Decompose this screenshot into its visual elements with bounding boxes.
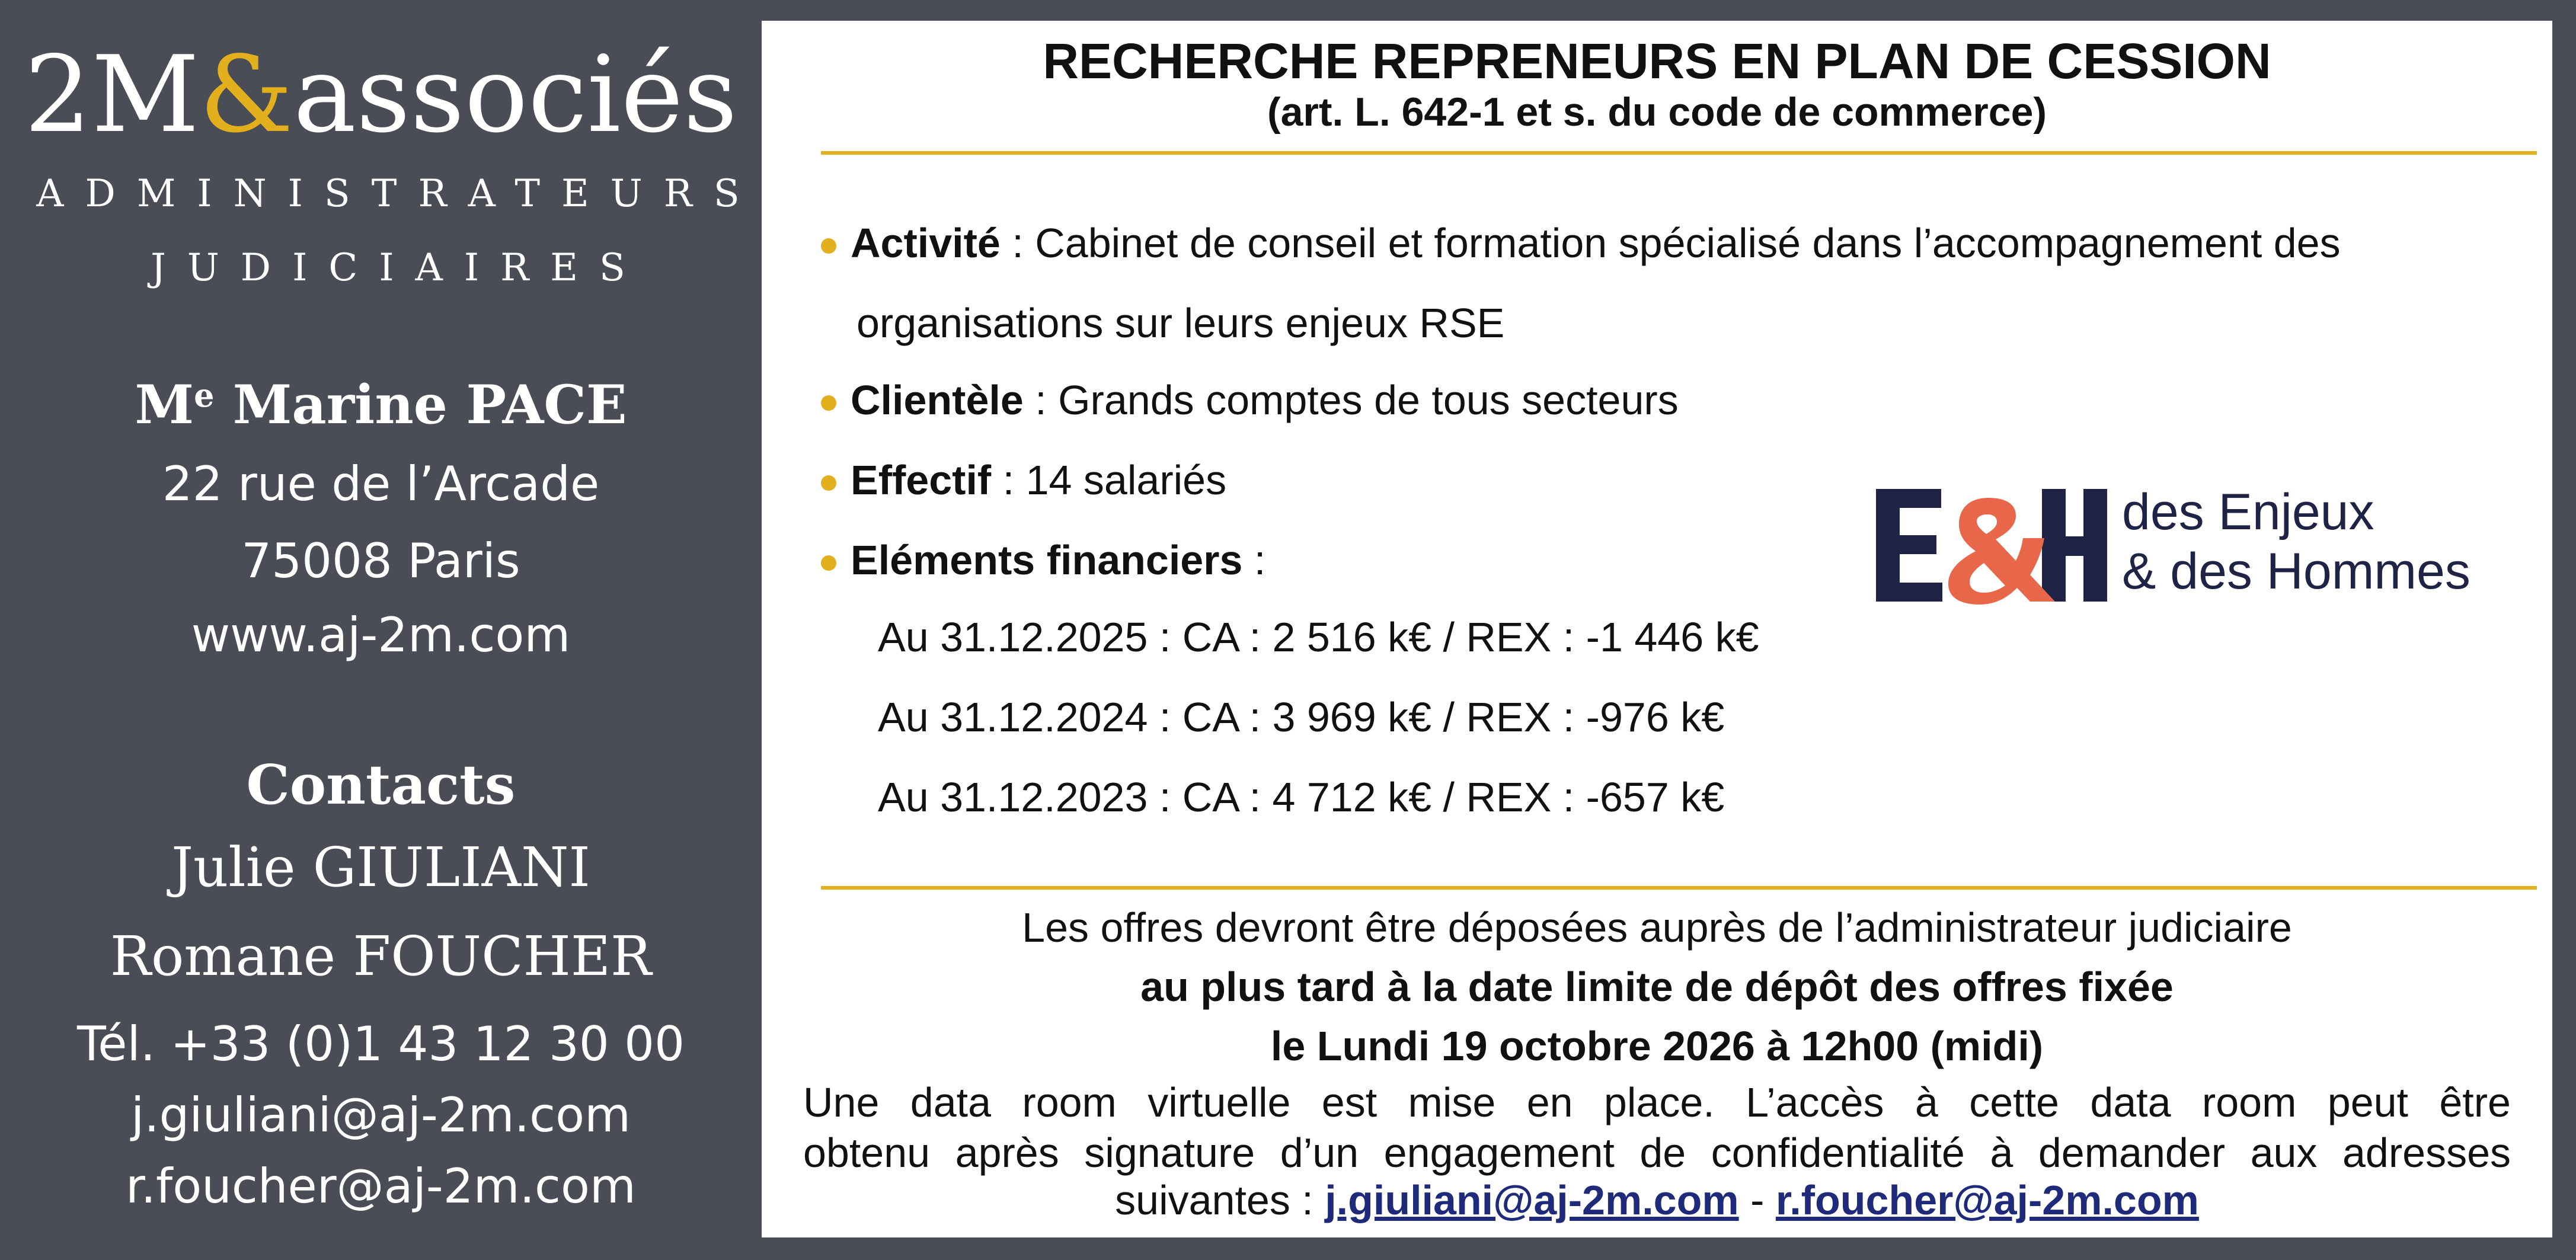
notice-title: RECHERCHE REPRENEURS EN PLAN DE CESSION — [1043, 33, 2271, 89]
bullet-icon — [821, 555, 836, 571]
staff-item — [821, 456, 1226, 504]
company-logo — [1870, 480, 2528, 610]
financials-item — [821, 536, 1265, 584]
divider-bottom — [821, 886, 2537, 890]
contacts-heading: Contacts — [246, 753, 516, 817]
clients-label: Clientèle — [851, 377, 1024, 423]
website-link[interactable]: www.aj-2m.com — [191, 607, 571, 663]
activity-text-continued: organisations sur leurs enjeux RSE — [856, 300, 1505, 346]
logo-prefix: 2M — [24, 33, 200, 156]
title-prefix: M — [135, 373, 194, 436]
tagline-line-2: JUDICIAIRES — [151, 246, 647, 290]
contact-person-2: Romane FOUCHER — [110, 925, 652, 988]
activity-label: Activité — [851, 220, 1001, 266]
company-logo-line-2: & des Hommes — [2122, 543, 2470, 600]
dataroom-line-2: obtenu après signature d’un engagement de confidentialité à demander aux adresses — [803, 1130, 2511, 1176]
link-separator: - — [1738, 1177, 1776, 1223]
address-line-2: 75008 Paris — [241, 533, 520, 589]
firm-panel — [0, 0, 762, 1260]
offers-deadline: le Lundi 19 octobre 2026 à 12h00 (midi) — [1270, 1023, 2044, 1069]
address-line-1: 22 rue de l’Arcade — [162, 456, 600, 511]
dataroom-line-1: Une data room virtuelle est mise en place. L’accès à cette data room peut être — [803, 1079, 2511, 1125]
email-2[interactable]: r.foucher@aj-2m.com — [126, 1159, 636, 1214]
logo-ampersand: & — [199, 33, 293, 156]
notice-subtitle: (art. L. 642-1 et s. du code de commerce) — [1267, 89, 2047, 135]
staff-label: Effectif — [851, 457, 992, 503]
financial-row-2024: Au 31.12.2024 : CA : 3 969 k€ / REX : -976 k€ — [878, 694, 1725, 740]
staff-text: : 14 salariés — [991, 457, 1227, 503]
notice-panel — [762, 21, 2552, 1237]
holder-name: Marine PACE — [232, 373, 627, 436]
financials-colon: : — [1242, 537, 1266, 583]
logo-suffix: associés — [293, 33, 738, 156]
phone-number[interactable]: Tél. +33 (0)1 43 12 30 00 — [77, 1016, 685, 1072]
financial-row-2023: Au 31.12.2023 : CA : 4 712 k€ / REX : -657 k€ — [878, 774, 1725, 820]
offers-line-2: au plus tard à la date limite de dépôt des offres fixée — [1140, 964, 2174, 1010]
bullet-icon — [821, 238, 836, 254]
email-1[interactable]: j.giuliani@aj-2m.com — [130, 1088, 631, 1143]
contact-person-1: Julie GIULIANI — [171, 836, 590, 899]
tagline-line-1: ADMINISTRATEURS — [36, 172, 761, 216]
bullet-icon — [821, 395, 836, 411]
eh-logo-icon — [1870, 480, 2107, 610]
firm-logo — [0, 33, 762, 156]
email-link-1[interactable]: j.giuliani@aj-2m.com — [1325, 1177, 1739, 1223]
dataroom-prefix: suivantes : — [1115, 1177, 1325, 1223]
email-link-2[interactable]: r.foucher@aj-2m.com — [1775, 1177, 2199, 1223]
activity-text: : Cabinet de conseil et formation spécialisé dans l’accompagnement des — [1000, 220, 2341, 266]
clients-text: : Grands comptes de tous secteurs — [1023, 377, 1679, 423]
offers-line-1: Les offres devront être déposées auprès de l’administrateur judiciaire — [1022, 904, 2292, 951]
bullet-icon — [821, 475, 836, 491]
divider-top — [821, 151, 2537, 155]
company-logo-line-1: des Enjeux — [2122, 484, 2374, 541]
title-superscript: e — [194, 376, 215, 414]
office-holder-name — [0, 373, 762, 436]
activity-item — [821, 219, 2341, 267]
financials-label: Eléments financiers — [851, 537, 1243, 583]
dataroom-line-3 — [762, 1176, 2552, 1224]
financial-row-2025: Au 31.12.2025 : CA : 2 516 k€ / REX : -1 446 k€ — [878, 614, 1759, 660]
clients-item — [821, 376, 1679, 424]
